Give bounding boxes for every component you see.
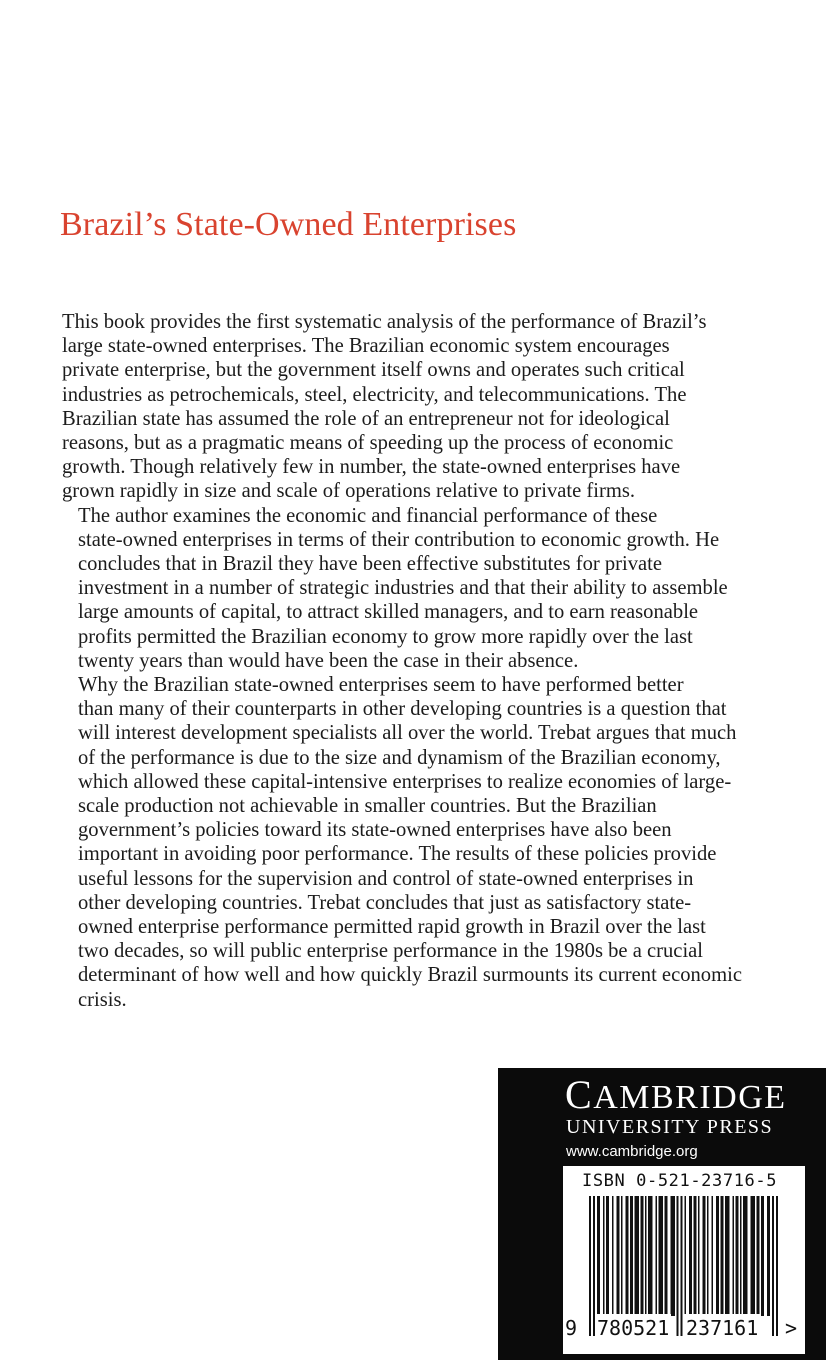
text-line: grown rapidly in size and scale of operations relative to private firms. <box>62 480 636 503</box>
text-line: twenty years than would have been the case in their absence. <box>78 649 579 672</box>
barcode-bar <box>736 1196 739 1316</box>
ean-right-group: 237161 <box>686 1316 759 1340</box>
ean-left-group: 780521 <box>597 1316 670 1340</box>
barcode-bar <box>740 1196 742 1316</box>
barcode-bar <box>612 1196 614 1316</box>
barcode-bar <box>757 1196 760 1316</box>
barcode-bar <box>743 1196 748 1316</box>
barcode-bar <box>725 1196 730 1316</box>
ean-first-digit: 9 <box>565 1316 578 1340</box>
ean-digits <box>563 1314 805 1342</box>
text-line: important in avoiding poor performance. The results of these policies provide <box>78 843 717 866</box>
text-line: concludes that in Brazil they have been effective substitutes for private <box>78 553 663 576</box>
publisher-logo <box>565 1072 787 1117</box>
barcode-bar <box>635 1196 640 1316</box>
barcode-bar <box>716 1196 719 1316</box>
publisher-block <box>498 1068 826 1360</box>
text-line: Why the Brazilian state-owned enterprises seem to have performed better <box>78 674 684 697</box>
barcode-bar <box>671 1196 676 1316</box>
text-line: private enterprise, but the government itself owns and operates such critical <box>62 359 685 382</box>
barcode-bar <box>698 1196 700 1316</box>
text-line: will interest development specialists all over the world. Trebat argues that much <box>78 722 737 745</box>
text-line: determinant of how well and how quickly Brazil surmounts its current economic <box>78 964 742 987</box>
text-line: The author examines the economic and financial performance of these <box>78 504 658 527</box>
barcode-bar <box>689 1196 692 1316</box>
text-line: other developing countries. Trebat concludes that just as satisfactory state- <box>78 891 692 914</box>
barcode-bar <box>603 1196 605 1316</box>
text-line: state-owned enterprises in terms of their contribution to economic growth. He <box>78 528 720 551</box>
barcode-bar <box>703 1196 706 1316</box>
barcode-bar <box>617 1196 620 1316</box>
barcode-bar <box>751 1196 756 1316</box>
text-line: large state-owned enterprises. The Brazilian economic system encourages <box>62 335 670 358</box>
text-line: than many of their counterparts in other developing countries is a question that <box>78 698 727 721</box>
barcode-bar <box>733 1196 735 1316</box>
text-line: growth. Though relatively few in number, the state-owned enterprises have <box>62 456 681 479</box>
text-line: reasons, but as a pragmatic means of speeding up the process of economic <box>62 432 674 455</box>
barcode-bar <box>626 1196 629 1316</box>
book-title: Brazil’s State-Owned Enterprises <box>60 206 517 243</box>
publisher-name-initial: C <box>565 1072 594 1117</box>
barcode-bar <box>656 1196 658 1316</box>
text-line: crisis. <box>78 988 127 1011</box>
publisher-subtitle: UNIVERSITY PRESS <box>566 1116 774 1138</box>
barcode-bar <box>621 1196 623 1316</box>
barcode-bar <box>761 1196 764 1316</box>
text-line: of the performance is due to the size and dynamism of the Brazilian economy, <box>78 746 721 769</box>
text-line: owned enterprise performance permitted rapid growth in Brazil over the last <box>78 916 706 939</box>
blurb-paragraph-1 <box>62 310 782 504</box>
barcode-bar <box>685 1196 687 1316</box>
barcode-bar <box>659 1196 664 1316</box>
text-line: two decades, so will public enterprise performance in the 1980s be a crucial <box>78 940 704 963</box>
text-line: investment in a number of strategic industries and that their ability to assemble <box>78 577 728 600</box>
publisher-name-rest: AMBRIDGE <box>593 1079 787 1116</box>
barcode-bar <box>630 1196 633 1316</box>
barcode-bar <box>665 1196 668 1316</box>
barcode-bar <box>694 1196 697 1316</box>
text-line: large amounts of capital, to attract skilled managers, and to earn reasonable <box>78 601 699 624</box>
text-line: profits permitted the Brazilian economy to grow more rapidly over the last <box>78 625 693 648</box>
text-line: which allowed these capital-intensive enterprises to realize economies of large- <box>78 770 732 793</box>
barcode-bar <box>721 1196 724 1316</box>
text-line: industries as petrochemicals, steel, electricity, and telecommunications. The <box>62 383 687 406</box>
barcode-bar <box>648 1196 653 1316</box>
barcode-bar <box>641 1196 644 1316</box>
barcode-bar <box>597 1196 600 1316</box>
blurb-paragraph-2 <box>62 504 782 673</box>
publisher-website[interactable]: www.cambridge.org <box>566 1143 698 1160</box>
isbn-barcode-panel <box>563 1166 805 1354</box>
barcode-bar <box>767 1196 770 1316</box>
back-cover-blurb <box>62 310 782 1012</box>
barcode-bar <box>707 1196 709 1316</box>
text-line: useful lessons for the supervision and control of state-owned enterprises in <box>78 867 694 890</box>
ean-quiet-zone-marker: > <box>785 1316 798 1340</box>
text-line: government’s policies toward its state-owned enterprises have also been <box>78 819 672 842</box>
text-line: This book provides the first systematic analysis of the performance of Brazil’s <box>62 311 707 333</box>
barcode-bar <box>645 1196 647 1316</box>
blurb-paragraph-3 <box>62 673 782 1012</box>
barcode-bar <box>712 1196 714 1316</box>
barcode-bar <box>606 1196 609 1316</box>
text-line: scale production not achievable in smaller countries. But the Brazilian <box>78 795 657 818</box>
isbn-label: ISBN 0-521-23716-5 <box>582 1171 778 1191</box>
text-line: Brazilian state has assumed the role of an entrepreneur not for ideological <box>62 407 670 430</box>
